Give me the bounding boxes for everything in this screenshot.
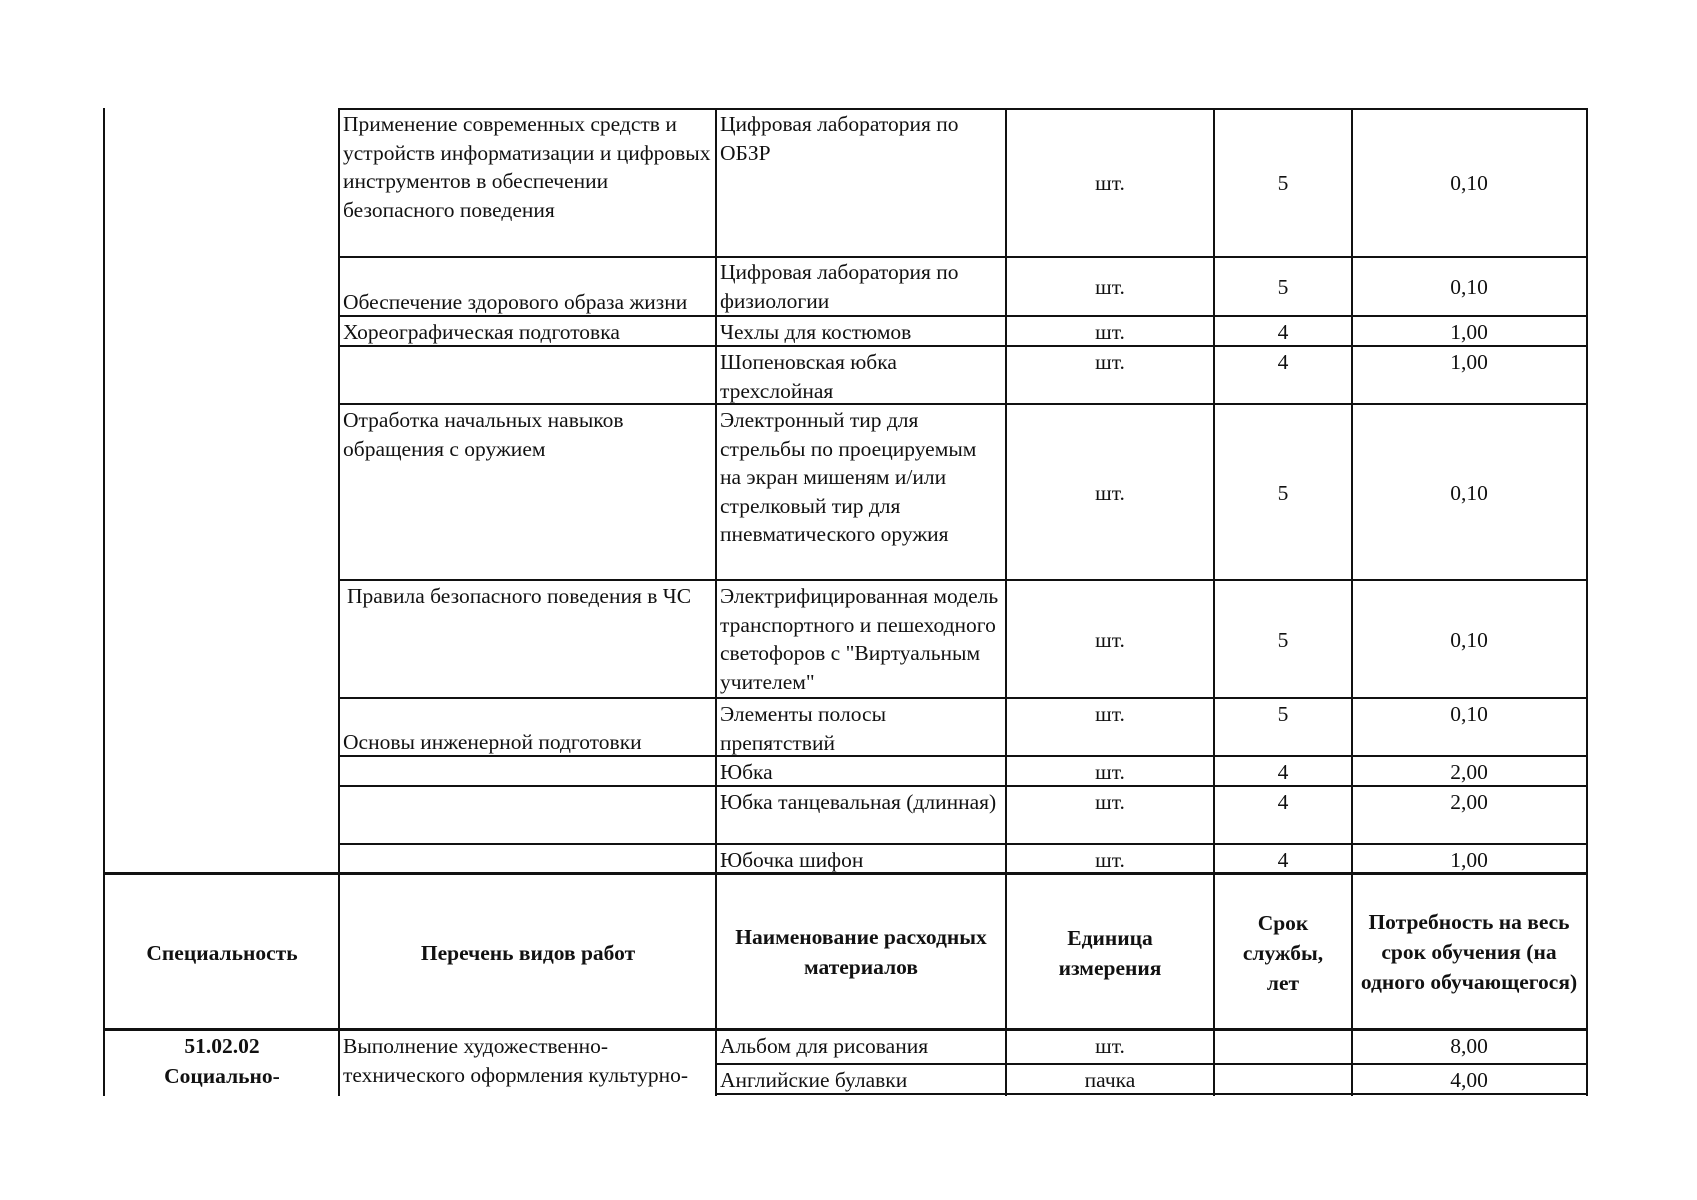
bottom-need-1: 8,00	[1450, 1034, 1488, 1058]
bottom-term-1	[1214, 1030, 1352, 1064]
work-cell-7	[339, 698, 717, 756]
unit-cell-10: шт.	[1095, 848, 1125, 872]
need-cell-9: 2,00	[1450, 790, 1488, 814]
bottom-unit-2: пачка	[1084, 1068, 1136, 1092]
need-cell-3: 1,00	[1450, 320, 1488, 344]
unit-cell-3: шт.	[1095, 320, 1125, 344]
material-cell-4: Шопеновская юбка трехслойная	[720, 350, 897, 403]
header-material: Наименование расходных материалов	[735, 925, 987, 979]
need-cell-4: 1,00	[1450, 350, 1488, 374]
term-cell-6: 5	[1277, 627, 1289, 652]
term-cell-3: 4	[1277, 320, 1289, 344]
need-cell-10: 1,00	[1450, 848, 1488, 872]
unit-cell-9: шт.	[1095, 790, 1125, 814]
unit-cell-2: шт.	[1095, 274, 1125, 299]
hline-bottom-end	[715, 1093, 1588, 1095]
hline-r1	[338, 256, 1588, 258]
bottom-term-2	[1214, 1064, 1352, 1094]
header-need: Потребность на весь срок обучения (на одного обучающегося)	[1360, 910, 1578, 994]
material-cell-5: Электронный тир для стрельбы по проецируемым на экран мишеням и/или стрелковый тир для пневматического оружия	[720, 408, 977, 546]
hline-top	[338, 108, 1588, 110]
hline-header-top	[103, 872, 1588, 875]
header-works: Перечень видов работ	[420, 941, 636, 965]
work-cell-5: Отработка начальных навыков обращения с оружием	[343, 408, 624, 461]
need-cell-8: 2,00	[1450, 760, 1488, 784]
bottom-material-1: Альбом для рисования	[720, 1034, 929, 1058]
bottom-unit-1: шт.	[1095, 1034, 1125, 1058]
header-term: Срок службы, лет	[1242, 911, 1324, 995]
unit-cell-4: шт.	[1095, 350, 1125, 374]
bottom-work-cell: Выполнение художественно-технического оформления культурно-	[343, 1034, 689, 1087]
work-cell-1: Применение современных средств и устройств информатизации и цифровых инструментов в обеспечении безопасного поведения	[343, 112, 711, 222]
material-cell-3: Чехлы для костюмов	[720, 320, 912, 344]
material-cell-2: Цифровая лаборатория по физиологии	[720, 260, 959, 313]
hline-r5	[338, 579, 1588, 581]
need-cell-6: 0,10	[1450, 627, 1488, 652]
hline-r7	[338, 755, 1588, 757]
work-cell-2	[339, 256, 717, 316]
unit-cell-8: шт.	[1095, 760, 1125, 784]
header-unit: Единица измерения	[1058, 926, 1162, 980]
unit-cell-1: шт.	[1095, 170, 1125, 195]
material-cell-10: Юбочка шифон	[720, 848, 864, 872]
material-cell-8: Юбка	[720, 760, 773, 784]
hline-bottom-r1	[715, 1063, 1588, 1065]
hline-r4	[338, 403, 1588, 405]
bottom-need-2: 4,00	[1450, 1068, 1488, 1092]
need-cell-7: 0,10	[1450, 702, 1488, 726]
material-cell-7: Элементы полосы препятствий	[720, 702, 887, 755]
specialty-name: Социально-	[164, 1064, 280, 1088]
hline-r8	[338, 785, 1588, 787]
hline-header-bottom	[103, 1028, 1588, 1031]
need-cell-2: 0,10	[1450, 274, 1488, 299]
need-cell-5: 0,10	[1450, 480, 1488, 505]
work-cell-7-text: Основы инженерной подготовки	[343, 729, 642, 754]
material-cell-9: Юбка танцевальная (длинная)	[720, 790, 997, 814]
term-cell-10: 4	[1277, 848, 1289, 872]
material-cell-6: Электрифицированная модель транспортного и пешеходного светофоров с "Виртуальным учителем"	[720, 584, 999, 694]
term-cell-5: 5	[1277, 480, 1289, 505]
work-cell-3: Хореографическая подготовка	[343, 320, 620, 344]
hline-r6	[338, 697, 1588, 699]
work-cell-2-text: Обеспечение здорового образа жизни	[343, 289, 688, 314]
need-cell-1: 0,10	[1450, 170, 1488, 195]
unit-cell-6: шт.	[1095, 627, 1125, 652]
header-specialty: Специальность	[146, 941, 298, 965]
unit-cell-7: шт.	[1095, 702, 1125, 726]
material-cell-1: Цифровая лаборатория по ОБЗР	[720, 112, 959, 165]
term-cell-2: 5	[1277, 274, 1289, 299]
term-cell-9: 4	[1277, 790, 1289, 814]
hline-r3	[338, 345, 1588, 347]
term-cell-7: 5	[1277, 702, 1289, 726]
vline-left-outer	[103, 108, 105, 1096]
specialty-code: 51.02.02	[184, 1034, 260, 1058]
term-cell-4: 4	[1277, 350, 1289, 374]
work-cell-6: Правила безопасного поведения в ЧС	[347, 584, 692, 608]
bottom-material-2: Английские булавки	[720, 1068, 908, 1092]
unit-cell-5: шт.	[1095, 480, 1125, 505]
term-cell-1: 5	[1277, 170, 1289, 195]
term-cell-8: 4	[1277, 760, 1289, 784]
hline-r2	[338, 315, 1588, 317]
hline-r9	[338, 843, 1588, 845]
